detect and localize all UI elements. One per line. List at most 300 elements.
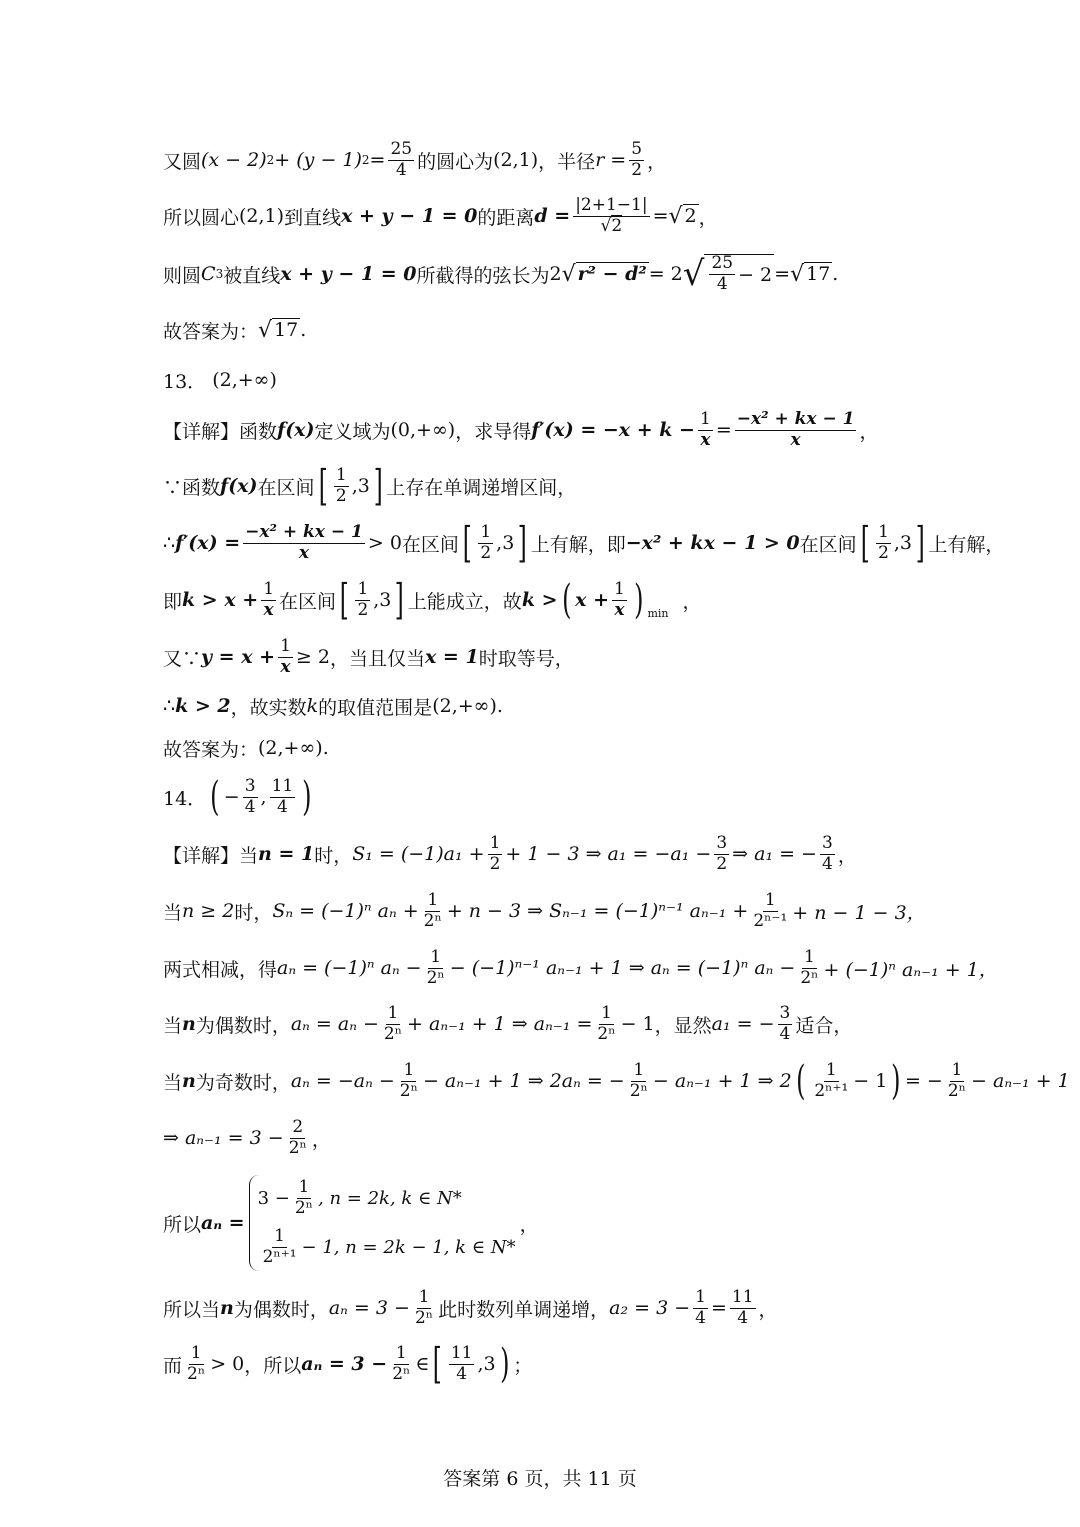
radicand: r² − d² [577,262,647,285]
line-q13-derivative [163,403,930,457]
numerator: 1 [764,889,776,910]
text: 所以圆心 [163,206,240,229]
paren: ) [891,1058,901,1104]
numerator: 11 [450,1342,473,1363]
math: ⇒ a₁ = − [732,843,817,865]
numerator: 1 [803,946,815,967]
math: ≥ 2 [295,646,330,668]
text: 所截得的弦长为 [416,264,550,287]
line-q14-even [163,997,930,1051]
denominator: x [700,429,711,450]
paren: ) [499,1341,510,1387]
line-q14-piecewise [163,1168,930,1278]
fraction [698,408,713,450]
numerator: 1 [418,1286,430,1307]
numerator: 5 [631,138,643,159]
denominator: 2 [716,853,728,874]
fraction [693,1286,708,1328]
math: x + y − 1 = 0 [280,263,417,285]
denominator: 4 [716,274,728,294]
math: k [306,695,319,717]
math: (2,+∞) [432,695,497,717]
numerator: 1 [699,408,711,429]
denominator: 2ⁿ [392,1363,411,1384]
numerator: 1 [614,578,625,599]
radicand: 2 [684,204,697,227]
numerator: 1 [395,1342,407,1363]
fraction [820,832,835,874]
fraction [478,521,493,563]
line-answer-12 [163,310,930,350]
text: 被直线 [223,264,281,287]
line-q14-answer [163,770,930,824]
fraction [488,832,503,874]
sqrt [669,204,699,229]
line-q13-amgm [163,630,930,684]
denominator: 4 [695,1307,706,1328]
math: n ≥ 2 [182,900,235,922]
numerator: 1 [825,1059,837,1080]
math: − aₙ₋₁ + 1 [971,1070,1070,1092]
numerator: 1 [695,1286,706,1307]
text: 【详解】当 [163,844,259,867]
denominator: 2ⁿ [399,1080,418,1101]
math: − 1 [853,1070,888,1092]
sqrt-sign: √ [600,215,612,236]
radicand: 17 [806,262,831,285]
math: f(x) [220,475,258,497]
question-number: 13． [163,370,207,393]
text: ， [647,150,667,173]
line-q14-n1 [163,827,930,881]
denominator: x [280,656,291,677]
sqrt-sign: √ [790,261,805,287]
text: 则圆 [163,264,202,287]
bracket: [ [860,518,870,567]
numerator: −x² + kx − 1 [245,521,363,542]
text: 上有解， [928,533,1005,556]
math: > 0 [367,532,402,554]
text: 故答案为： [163,738,259,761]
math: x + [575,589,609,611]
fraction [293,1179,315,1218]
line-chord-length: 则圆 C 3 被直线 x + y − 1 = 0 所截得的弦长为 2 √ r² − d² = 2 √ $\frac{25}{4}$ − 2 = √ 17 . [163,253,839,294]
fraction [629,138,644,180]
math: (x − 2) [201,149,267,171]
math: k > [521,589,558,611]
text: 时， [234,901,273,924]
text: ∴ [163,532,176,554]
math: = [774,263,791,285]
math: x + y − 1 = 0 [341,205,478,227]
sqrt-sign: √ [258,317,273,343]
math: aₙ = 3 − [301,1353,388,1375]
denominator: 2ⁿ [383,1023,403,1044]
sqrt [683,254,774,294]
fraction [812,1059,850,1101]
fraction [876,521,891,563]
denominator: 4 [395,159,407,180]
math: n [220,1297,234,1319]
paren: ) [302,774,312,820]
text: 而 [163,1354,183,1377]
text: 又圆 [163,150,202,173]
text: 当 [163,1071,183,1094]
fraction [185,1342,207,1384]
numerator: 1 [280,635,291,656]
numerator: 25 [711,253,734,274]
line-circle-center: 又圆 (x − 2) 2 + (y − 1) 2 = $\frac{25}{4}$ 的圆心为 (2,1) ，半径 r = $\frac{5}{2}$ ， [163,138,667,180]
fraction [735,408,857,450]
denominator: 2ⁿ⁻¹ [753,910,788,931]
math: aₙ = (−1)ⁿ aₙ − [277,957,422,979]
text: ， [698,206,718,229]
line-q14-n-ge-2 [163,884,930,938]
text: ∵函数 [163,476,221,499]
case-row-even [258,1179,516,1218]
text: 在区间 [257,476,315,499]
math: x = 1 [424,646,479,668]
math: ,3 [893,532,913,554]
sqrt-sign: √ [682,254,705,294]
numerator: 3 [716,832,728,853]
text: 的取值范围是 [318,696,433,719]
fraction [612,578,627,620]
denominator: 2ⁿ⁺¹ [262,1246,297,1267]
text: 此时数列单调递增， [438,1298,610,1321]
denominator: 2ⁿ [414,1307,434,1328]
math: = [652,205,669,227]
math: C [201,263,216,285]
denominator: 2ⁿ [947,1080,967,1101]
text: 时取等号， [478,647,574,670]
radicand [704,254,774,294]
math: = 2 [648,263,683,285]
denominator: x [790,429,801,450]
numerator: 1 [335,464,347,485]
math: = − [904,1070,943,1092]
math: −x² + kx − 1 > 0 [625,532,800,554]
math: (2,+∞) [212,369,277,391]
numerator: 11 [271,775,294,796]
text: ， [837,844,857,867]
text: 的距离 [477,206,535,229]
text: 上有解，即 [530,533,626,556]
fraction [714,832,729,874]
text: 即 [163,590,183,613]
text: 在区间 [401,533,459,556]
sqrt [258,318,300,343]
fraction [449,1342,475,1384]
numerator: 1 [480,521,492,542]
denominator: 2 [489,853,501,874]
text: 的圆心为 [417,150,494,173]
radicand: 17 [274,318,299,341]
math: ,3 [477,1353,496,1375]
fraction [382,1002,404,1044]
case-row-odd [258,1228,516,1267]
math: ,3 [496,532,515,554]
denominator: 4 [277,796,288,817]
text: 为奇数时， [195,1071,291,1094]
numerator: 1 [601,1002,612,1023]
text: 所以当 [163,1298,221,1321]
numerator: 1 [274,1226,285,1246]
line-q14-range [163,1337,930,1391]
text: ，当且仅当 [329,647,425,670]
fraction [261,1228,299,1267]
numerator: 1 [427,889,439,910]
text: 在区间 [799,533,857,556]
text: 当 [163,901,183,924]
line-q14-odd [163,1053,1070,1109]
math: + 1 − 3 ⇒ a₁ = −a₁ − [505,843,712,865]
denominator: 2ⁿ [800,967,819,988]
math: ∈ [415,1353,430,1375]
denominator: 4 [456,1363,468,1384]
text: ，半径 [538,150,596,173]
fraction [243,521,365,563]
numerator: 1 [878,521,889,542]
math: + n − 3 ⇒ Sₙ₋₁ = (−1)ⁿ⁻¹ aₙ₋₁ + [446,900,749,922]
math: , n = 2k, k ∈ N* [318,1188,462,1210]
math: 3 − [257,1188,290,1210]
line-q14-result-odd [163,1111,930,1165]
fraction [573,194,649,236]
text: 上能成立，故 [407,590,522,613]
math: > 0 [210,1353,245,1375]
math: = [369,149,386,171]
numerator: 1 [357,578,369,599]
line-q13-monotonic [163,459,930,513]
line-q14-subtract [163,941,998,995]
math: − 1 [620,1013,655,1035]
fraction [390,1342,412,1384]
math: k > 2 [175,695,231,717]
math: n [182,1070,196,1092]
text: 又∵ [163,647,202,670]
denominator: x [263,599,274,620]
math: aₙ = [201,1212,245,1234]
fraction [388,138,414,180]
denominator: 2 [631,159,643,180]
bracket: ] [517,518,527,567]
denominator: 2 [480,542,492,563]
fraction [398,1059,420,1101]
math: (2,+∞) [258,737,323,759]
math: − 2 [738,263,773,286]
line-q13-range [163,688,930,724]
fraction [270,775,296,817]
denominator: 2ⁿ [288,1137,307,1158]
numerator: −x² + kx − 1 [736,408,855,429]
math: − [223,786,240,808]
math: − aₙ₋₁ + 1 ⇒ 2aₙ = − [422,1070,625,1092]
fraction [278,635,293,677]
math: = [710,1297,727,1319]
text: 定义域为 [314,420,391,443]
numerator: 3 [821,832,833,853]
math: d = [534,205,571,227]
numerator: 1 [263,578,275,599]
paren: ( [795,1058,806,1104]
bracket: [ [318,461,328,510]
denominator: x [614,599,625,620]
fraction [628,1059,650,1101]
math: n [182,1013,196,1035]
numerator: 3 [779,1002,791,1023]
math: ,3 [373,589,392,611]
radicand: 2 [611,215,623,236]
fraction [946,1059,968,1101]
math: ,3 [351,475,370,497]
text: 适合， [795,1014,853,1037]
bracket: ] [915,518,925,567]
denominator: 4 [821,853,833,874]
text: ，故实数 [230,696,307,719]
text: 【详解】函数 [163,420,278,443]
numerator: 1 [403,1059,415,1080]
text: 两式相减，得 [163,958,278,981]
denominator: 2ⁿ [187,1363,206,1384]
bracket: [ [462,518,472,567]
bracket: ] [373,461,383,510]
fraction [751,889,789,931]
denominator: 2 [357,599,369,620]
denominator: 2 [878,542,889,563]
numerator: 1 [387,1002,399,1023]
fraction [413,1286,435,1328]
math: aₙ = 3 − [328,1297,410,1319]
text: 上存在单调递增区间， [386,476,577,499]
math: + (−1)ⁿ aₙ₋₁ + 1， [823,958,998,981]
denominator: 2ⁿ [423,910,442,931]
math: Sₙ = (−1)ⁿ aₙ + [272,900,419,922]
sqrt-sign: √ [561,261,576,287]
fraction [425,946,447,988]
math: a₂ = 3 − [609,1297,691,1319]
line-distance [163,188,930,244]
fraction [261,578,276,620]
math: 2 [549,263,562,285]
math: + (y − 1) [274,149,362,171]
math: a₁ = − [711,1013,775,1035]
sqrt [790,262,832,287]
text: . [832,263,839,285]
math: = [715,419,732,441]
text: ， [519,1213,539,1236]
math: + n − 1 − 3， [792,901,926,924]
denominator: 2 [335,485,347,506]
text: 到直线 [284,206,342,229]
denominator: 4 [779,1023,791,1044]
sqrt-sign: √ [668,203,683,229]
paren: ( [561,577,572,623]
text: ， [682,590,702,613]
text: ，显然 [654,1014,712,1037]
numerator: 1 [633,1059,645,1080]
numerator: 1 [298,1177,310,1198]
sqrt [562,262,649,287]
math: (2,1) [493,149,539,171]
numerator: 1 [489,832,501,853]
numerator: 1 [190,1342,202,1363]
text: . [496,695,503,717]
numerator: 2 [292,1116,304,1137]
line-q14-even-monotonic [163,1281,930,1335]
fraction [422,889,444,931]
fraction [778,1002,793,1044]
math: ⇒ aₙ₋₁ = 3 − [163,1127,284,1149]
denominator: 2ⁿ⁺¹ [814,1080,849,1101]
denominator: 4 [244,796,256,817]
text: 当 [163,1014,183,1037]
question-number: 14． [163,787,207,810]
math: n = 1 [258,843,315,865]
math: f′(x) = [175,532,241,554]
bracket: [ [339,575,349,624]
text: ∴ [163,695,176,717]
bracket: [ [433,1339,443,1388]
math: f′(x) = −x + k − [531,419,695,441]
math: f(x) [277,419,315,441]
denominator: 4 [737,1307,749,1328]
math: k > x + [182,589,259,611]
math: (0,+∞) [390,419,456,441]
line-q13-inequality [163,515,1005,571]
line-q13-answer [163,360,930,400]
text: 在区间 [279,590,337,613]
numerator: 1 [951,1059,963,1080]
math: − aₙ₋₁ + 1 ⇒ 2 [652,1070,792,1092]
math: aₙ = −aₙ − [290,1070,395,1092]
fraction [334,464,349,506]
text: 时， [314,844,353,867]
fraction [287,1116,309,1158]
fraction [595,1002,617,1044]
math: − 1, n = 2k − 1, k ∈ N* [301,1236,516,1258]
math: S₁ = (−1)a₁ + [352,843,485,865]
math: (2,1) [239,205,285,227]
text: ， [758,1298,778,1321]
text: ， [859,420,879,443]
fraction [709,255,735,294]
text: ， [311,1128,331,1151]
numerator: 11 [731,1286,754,1307]
numerator: 1 [430,946,442,967]
denominator: 2ⁿ [597,1023,616,1044]
math: − (−1)ⁿ⁻¹ aₙ₋₁ + 1 ⇒ aₙ = (−1)ⁿ aₙ − [449,957,796,979]
text: . [322,737,329,759]
math: aₙ = aₙ − [290,1013,379,1035]
denominator: x [298,542,310,563]
numerator: 3 [244,775,256,796]
numerator: |2+1−1| [575,194,648,215]
paren: ) [633,577,644,623]
text: ； [513,1354,533,1377]
numerator: 25 [390,138,413,159]
text: 故答案为： [163,320,259,343]
line-answer-13 [163,730,930,766]
text: ，所以 [244,1354,302,1377]
denominator: 2ⁿ [294,1198,314,1219]
text: 为偶数时， [195,1014,291,1037]
fraction [730,1286,756,1328]
denominator: 2ⁿ [426,967,445,988]
denominator [599,217,625,236]
denominator: 2ⁿ [629,1080,648,1101]
fraction [798,946,820,988]
